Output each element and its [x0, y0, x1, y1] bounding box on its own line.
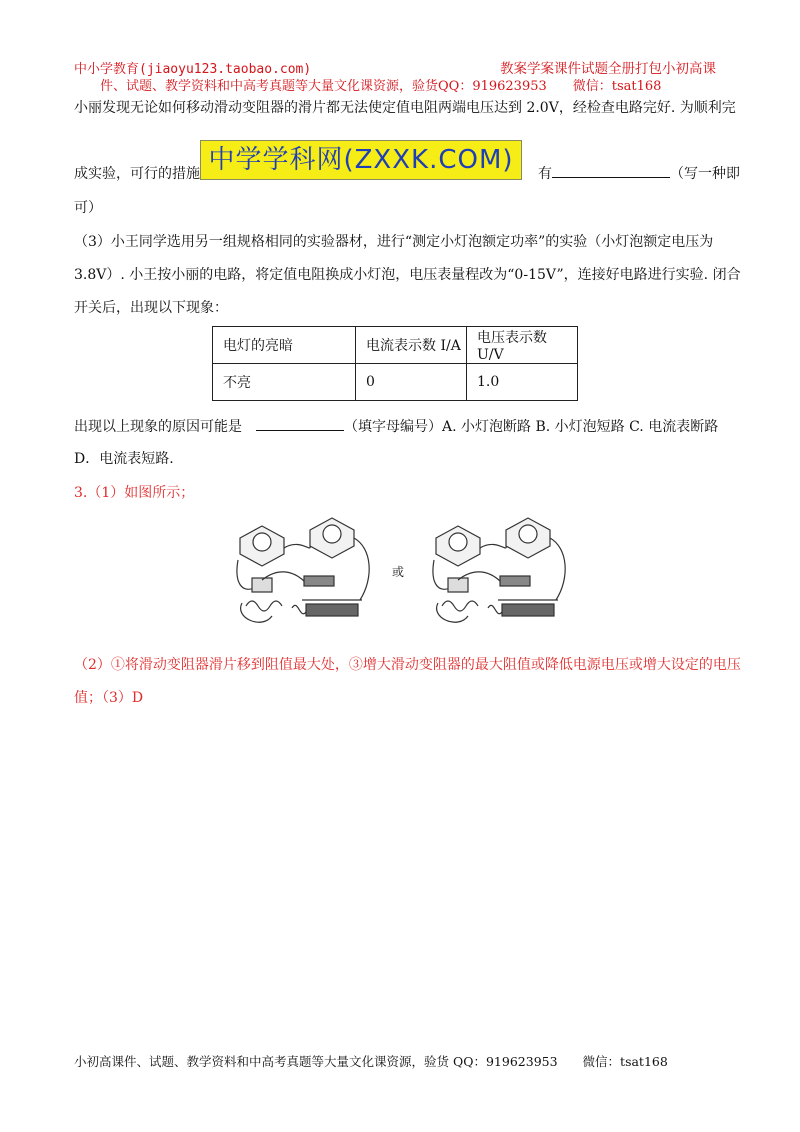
footer-text: 小初高课件、试题、教学资料和中高考真题等大量文化课资源，验货 QQ：919623953 微信：tsat168	[74, 1054, 668, 1069]
question-3-line-2: 3.8V）. 小王按小丽的电路，将定值电阻换成小灯泡，电压表量程改为“0-15V”，连接好电路进行实验. 闭合	[74, 267, 741, 283]
circuit-diagram-left	[232, 508, 378, 634]
header-right-line1: 教案学案课件试题全册打包小初高课	[500, 61, 716, 77]
table-row	[213, 364, 578, 401]
or-label: 或	[392, 565, 405, 579]
answer-blank-reason	[256, 415, 344, 431]
answer-1: 3.（1）如图所示；	[74, 485, 195, 501]
paragraph-1: 小丽发现无论如何移动滑动变阻器的滑片都无法使定值电阻两端电压达到 2.0V，经检查电路完好. 为顺利完	[74, 100, 736, 116]
phenomenon-table	[212, 326, 578, 401]
table-cell: 1.0	[467, 364, 578, 401]
option-d: D．电流表短路.	[74, 451, 174, 467]
circuit-diagram-right	[428, 508, 574, 634]
table-header-row	[213, 327, 578, 364]
answer-2-line-2: 值；（3）D	[74, 690, 144, 706]
reason-end: （填字母编号）A. 小灯泡断路 B. 小灯泡短路 C. 电流表断路	[344, 419, 719, 435]
p2-mid: 有	[538, 166, 552, 182]
table-cell: 0	[356, 364, 467, 401]
table-cell: 不亮	[213, 364, 356, 401]
question-3-line-3: 开关后，出现以下现象：	[74, 300, 228, 316]
reason-line	[74, 415, 718, 437]
paragraph-3: 可）	[74, 200, 102, 216]
p2-start: 成实验，可行的措施	[74, 166, 200, 182]
answer-2-line-1: （2）①将滑动变阻器滑片移到阻值最大处，③增大滑动变阻器的最大阻值或降低电源电压或增大设定的电压	[74, 657, 741, 673]
p2-end: （写一种即	[670, 166, 740, 182]
question-3-line-1: （3）小王同学选用另一组规格相同的实验器材，进行“测定小灯泡额定功率”的实验（小灯泡额定电压为	[74, 234, 714, 250]
answer-blank-measure	[552, 162, 670, 178]
table-header-cell: 电流表示数 I/A	[356, 327, 467, 364]
header-left: 中小学教育(jiaoyu123.taobao.com)	[74, 62, 312, 77]
table-header-cell: 电灯的亮暗	[213, 327, 356, 364]
reason-start: 出现以上现象的原因可能是	[74, 419, 242, 435]
header-right-line2: 件、试题、教学资料和中高考真题等大量文化课资源，验货QQ：919623953 微信：tsat168	[100, 79, 662, 94]
watermark-logo: 中学学科网(ZXXK.COM)	[200, 140, 522, 180]
table-header-cell: 电压表示数 U/V	[467, 327, 578, 364]
